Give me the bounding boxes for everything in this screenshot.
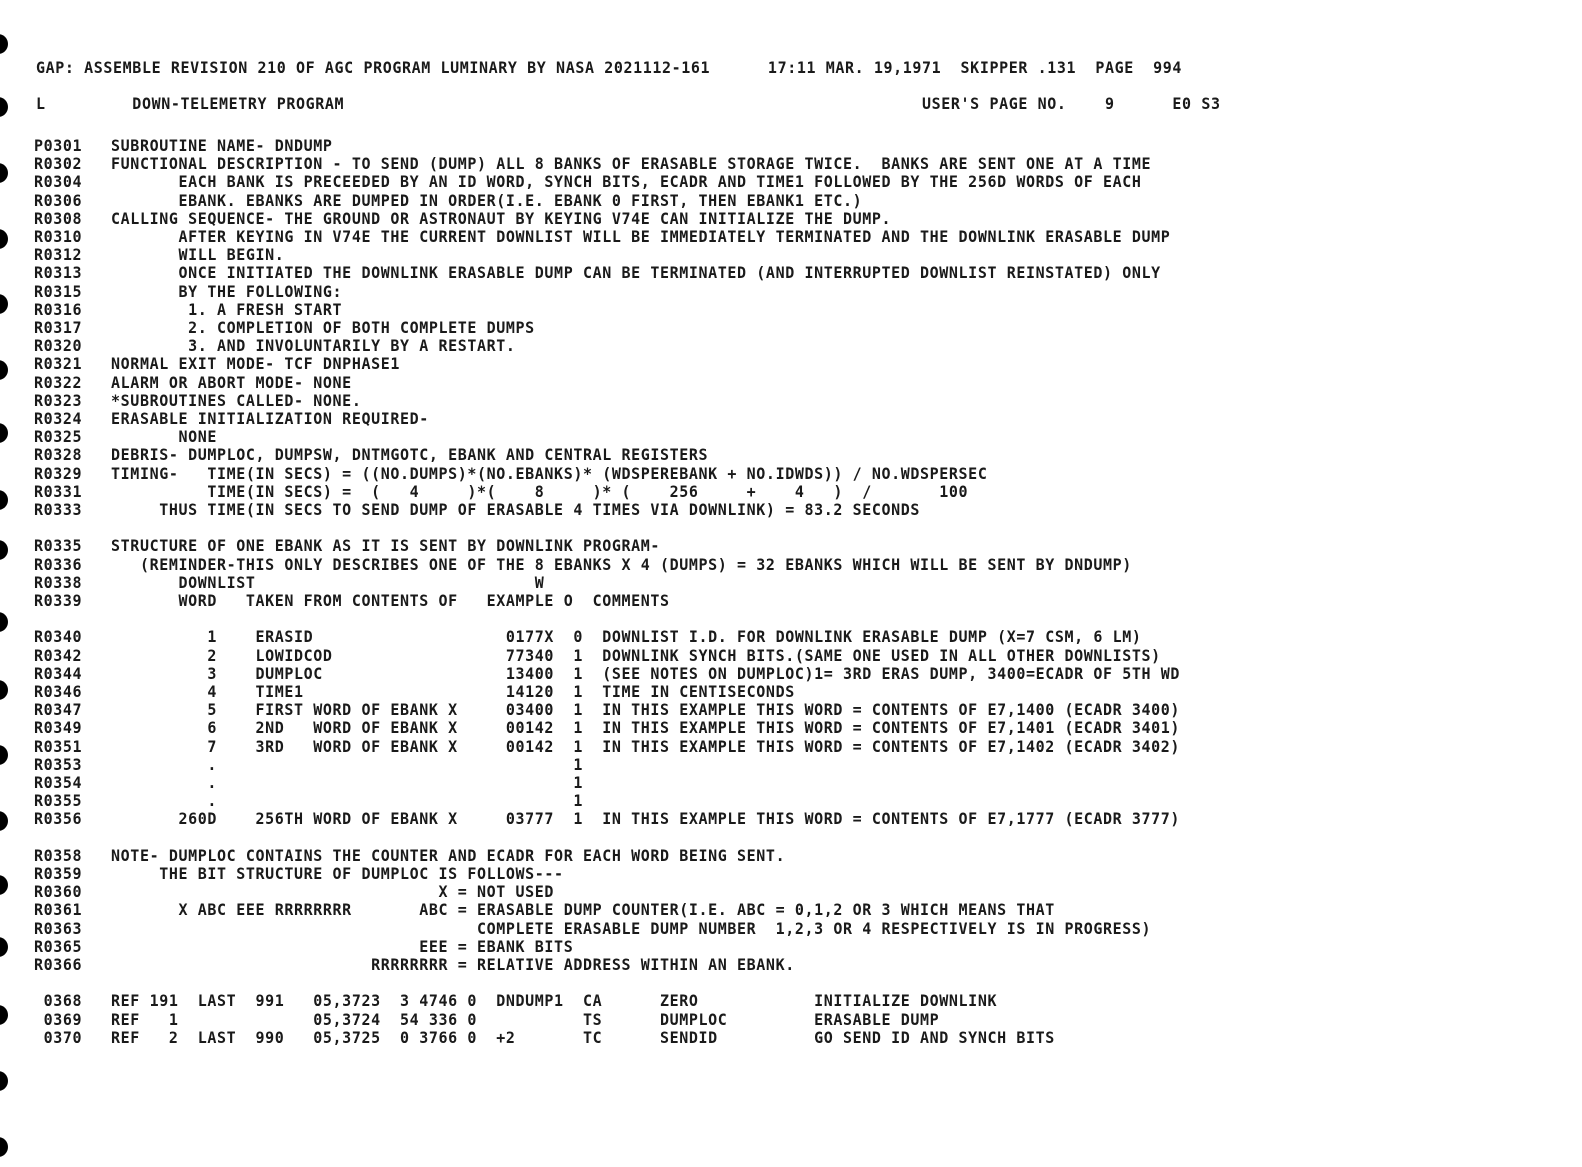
listing-line: R0344 3 DUMPLOC 13400 1 (SEE NOTES ON DUMPLOC)1= 3RD ERAS DUMP, 3400=ECADR OF 5TH WD	[34, 663, 1181, 684]
listing-line: R0315 BY THE FOLLOWING:	[34, 281, 343, 302]
listing-line: R0324 ERASABLE INITIALIZATION REQUIRED-	[34, 409, 429, 429]
listing-line: R0325 NONE	[34, 427, 217, 447]
listing-line: R0321 NORMAL EXIT MODE- TCF DNPHASE1	[34, 354, 400, 374]
punch-hole	[0, 612, 8, 632]
listing-line: R0306 EBANK. EBANKS ARE DUMPED IN ORDER(I.E. EBANK 0 FIRST, THEN EBANK1 ETC.)	[34, 190, 863, 211]
punch-hole	[0, 490, 8, 510]
listing-line: 0370 REF 2 LAST 990 05,3725 0 3766 0 +2 TC SENDID GO SEND ID AND SYNCH BITS	[34, 1027, 1055, 1048]
listing-line: R0336 (REMINDER-THIS ONLY DESCRIBES ONE OF THE 8 EBANKS X 4 (DUMPS) = 32 EBANKS WHICH WILL BE SENT BY DNDUMP)	[34, 554, 1132, 575]
listing-line: R0308 CALLING SEQUENCE- THE GROUND OR ASTRONAUT BY KEYING V74E CAN INITIALIZE THE DUMP.	[34, 208, 892, 229]
listing-line: R0366 RRRRRRRR = RELATIVE ADDRESS WITHIN AN EBANK.	[34, 955, 795, 975]
header-line-1: GAP: ASSEMBLE REVISION 210 OF AGC PROGRAM LUMINARY BY NASA 2021112-161 17:11 MAR. 19,1971 SKIPPER .131 PAGE 994	[36, 58, 1183, 78]
punch-hole	[0, 540, 8, 560]
listing-line: 0369 REF 1 05,3724 54 336 0 TS DUMPLOC ERASABLE DUMP	[34, 1009, 940, 1030]
punch-hole	[0, 875, 8, 895]
listing-line: R0354 . 1	[34, 773, 583, 793]
listing-line: R0317 2. COMPLETION OF BOTH COMPLETE DUMPS	[34, 318, 535, 338]
listing-line: P0301 SUBROUTINE NAME- DNDUMP	[34, 136, 333, 156]
listing-line: R0353 . 1	[34, 754, 583, 775]
listing-line: R0363 COMPLETE ERASABLE DUMP NUMBER 1,2,3 OR 4 RESPECTIVELY IS IN PROGRESS)	[34, 918, 1152, 939]
listing-line: R0351 7 3RD WORD OF EBANK X 00142 1 IN THIS EXAMPLE THIS WORD = CONTENTS OF E7,1402 (ECADR 3402)	[34, 736, 1181, 757]
listing-line: R0335 STRUCTURE OF ONE EBANK AS IT IS SENT BY DOWNLINK PROGRAM-	[34, 536, 660, 556]
listing-line: R0340 1 ERASID 0177X 0 DOWNLIST I.D. FOR DOWNLINK ERASABLE DUMP (X=7 CSM, 6 LM)	[34, 627, 1142, 647]
listing-line: R0361 X ABC EEE RRRRRRRR ABC = ERASABLE DUMP COUNTER(I.E. ABC = 0,1,2 OR 3 WHICH MEANS THAT	[34, 900, 1055, 920]
listing-line: R0349 6 2ND WORD OF EBANK X 00142 1 IN THIS EXAMPLE THIS WORD = CONTENTS OF E7,1401 (ECADR 3401)	[34, 718, 1181, 738]
listing-line: R0347 5 FIRST WORD OF EBANK X 03400 1 IN THIS EXAMPLE THIS WORD = CONTENTS OF E7,1400 (ECADR 3400)	[34, 700, 1181, 720]
listing-line: R0356 260D 256TH WORD OF EBANK X 03777 1 IN THIS EXAMPLE THIS WORD = CONTENTS OF E7,1777 (ECADR 3777)	[34, 809, 1181, 829]
listing-line: R0328 DEBRIS- DUMPLOC, DUMPSW, DNTMGOTC, EBANK AND CENTRAL REGISTERS	[34, 445, 709, 465]
punch-hole	[0, 294, 8, 314]
listing-line: R0355 . 1	[34, 791, 583, 811]
listing-line: R0310 AFTER KEYING IN V74E THE CURRENT DOWNLIST WILL BE IMMEDIATELY TERMINATED AND THE DOWNLINK ERASABLE DUMP	[34, 227, 1171, 247]
listing-line: R0312 WILL BEGIN.	[34, 245, 285, 265]
listing-line: R0331 TIME(IN SECS) = ( 4 )*( 8 )* ( 256 + 4 ) / 100	[34, 481, 969, 502]
listing-line: R0333 THUS TIME(IN SECS TO SEND DUMP OF ERASABLE 4 TIMES VIA DOWNLINK) = 83.2 SECONDS	[34, 500, 921, 520]
listing-line: R0329 TIMING- TIME(IN SECS) = ((NO.DUMPS)*(NO.EBANKS)* (WDSPEREBANK + NO.IDWDS)) / NO.WDSPERSEC	[34, 463, 988, 484]
punch-hole	[0, 360, 8, 380]
listing-line: 0368 REF 191 LAST 991 05,3723 3 4746 0 DNDUMP1 CA ZERO INITIALIZE DOWNLINK	[34, 991, 998, 1011]
punch-hole	[0, 1005, 8, 1025]
punch-hole	[0, 163, 8, 183]
punch-hole	[0, 1071, 8, 1091]
punch-hole	[0, 680, 8, 700]
listing-line: R0360 X = NOT USED	[34, 882, 555, 902]
header-line-2: L DOWN-TELEMETRY PROGRAM USER'S PAGE NO. 9 E0 S3	[36, 94, 1221, 114]
listing-line: R0316 1. A FRESH START	[34, 299, 343, 320]
listing-line: R0320 3. AND INVOLUNTARILY BY A RESTART.	[34, 336, 516, 356]
listing-line: R0322 ALARM OR ABORT MODE- NONE	[34, 372, 352, 393]
listing-line: R0346 4 TIME1 14120 1 TIME IN CENTISECONDS	[34, 682, 795, 702]
punch-hole	[0, 745, 8, 765]
listing-line: R0302 FUNCTIONAL DESCRIPTION - TO SEND (DUMP) ALL 8 BANKS OF ERASABLE STORAGE TWICE. BANKS ARE SENT ONE AT A TIME	[34, 154, 1152, 174]
punch-hole	[0, 97, 8, 117]
listing-line: R0359 THE BIT STRUCTURE OF DUMPLOC IS FOLLOWS---	[34, 864, 564, 884]
punch-hole	[0, 229, 8, 249]
punch-hole	[0, 34, 8, 54]
listing-line: R0323 *SUBROUTINES CALLED- NONE.	[34, 390, 362, 411]
listing-line: R0365 EEE = EBANK BITS	[34, 936, 574, 957]
listing-line: R0304 EACH BANK IS PRECEEDED BY AN ID WORD, SYNCH BITS, ECADR AND TIME1 FOLLOWED BY THE 256D WORDS OF EACH	[34, 172, 1142, 192]
listing-line: R0338 DOWNLIST W	[34, 572, 545, 593]
listing-line: R0339 WORD TAKEN FROM CONTENTS OF EXAMPLE O COMMENTS	[34, 591, 670, 611]
punch-hole	[0, 937, 8, 957]
punch-hole	[0, 811, 8, 831]
punch-hole	[0, 423, 8, 443]
listing-line: R0313 ONCE INITIATED THE DOWNLINK ERASABLE DUMP CAN BE TERMINATED (AND INTERRUPTED DOWNLIST REINSTATED) ONLY	[34, 263, 1161, 283]
listing-line: R0358 NOTE- DUMPLOC CONTAINS THE COUNTER AND ECADR FOR EACH WORD BEING SENT.	[34, 845, 786, 866]
punch-hole	[0, 1137, 8, 1157]
listing-line: R0342 2 LOWIDCOD 77340 1 DOWNLINK SYNCH BITS.(SAME ONE USED IN ALL OTHER DOWNLISTS)	[34, 645, 1161, 666]
